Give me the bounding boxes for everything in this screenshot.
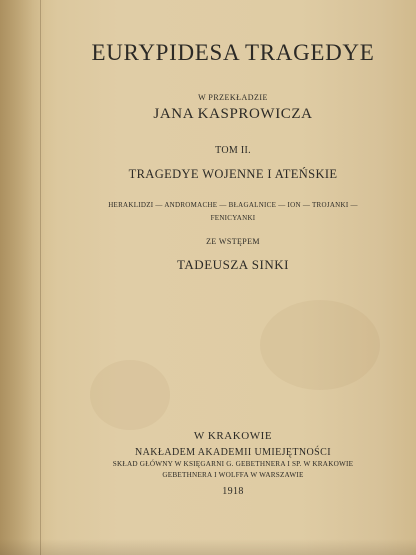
translator-name: JANA KASPROWICZA [153,106,313,122]
contents-list-line-1: HERAKLIDZI — ANDROMACHE — BŁAGALNICE — ION — TROJANKI — [108,201,358,209]
volume-number: TOM II. [215,145,251,156]
bottom-shadow [0,539,416,555]
page-edge [40,0,41,555]
paper-stain [260,300,380,390]
paper-stain [90,360,170,430]
imprint-city: W KRAKOWIE [193,430,273,442]
introduction-label: ZE WSTĘPEM [206,237,260,246]
imprint-distribution-line-2: GEBETHNERA I WOLFFA W WARSZAWIE [162,471,304,479]
contents-list-line-2: FENICYANKI [210,214,256,222]
imprint-year: 1918 [222,486,244,497]
imprint-distribution-line-1: SKŁAD GŁÓWNY W KSIĘGARNI G. GEBETHNERA I SP. W KRAKOWIE [112,460,354,468]
introduction-author: TADEUSZA SINKI [176,257,290,272]
translation-label: W PRZEKŁADZIE [198,93,268,102]
volume-title: TRAGEDYE WOJENNE I ATEŃSKIE [128,167,338,181]
imprint-publisher: NAKŁADEM AKADEMII UMIEJĘTNOŚCI [135,447,331,458]
book-title: EURYPIDESA TRAGEDYE [91,40,375,65]
